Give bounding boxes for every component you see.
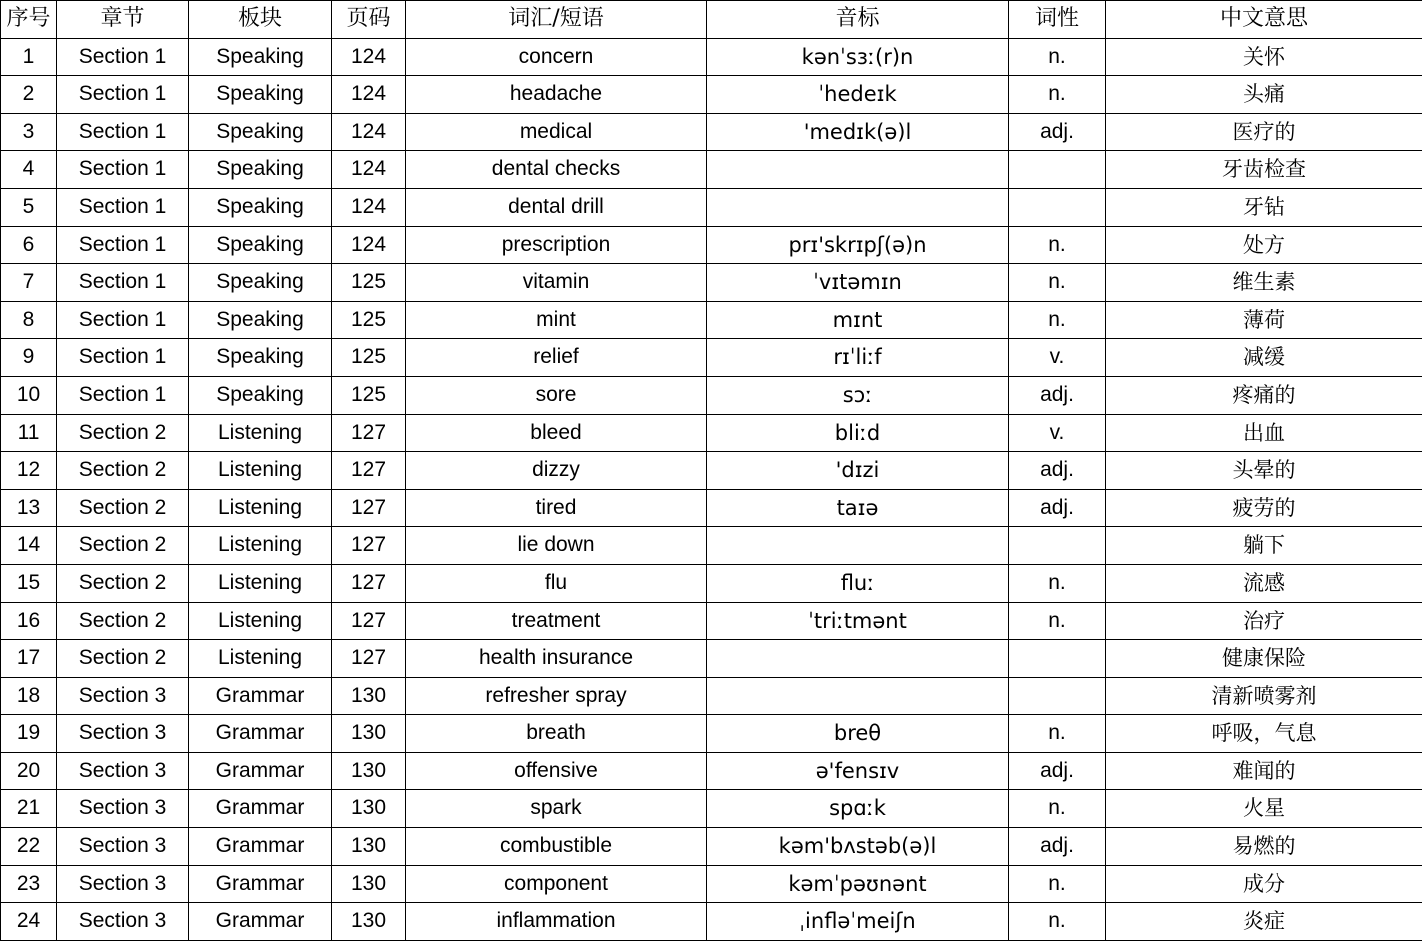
cell-module: Listening — [189, 564, 332, 602]
cell-word: headache — [406, 76, 707, 114]
table-row — [1, 188, 1422, 226]
cell-page: 124 — [332, 151, 406, 189]
cell-word: dental drill — [406, 188, 707, 226]
cell-index: 16 — [1, 602, 57, 640]
table-row — [1, 752, 1422, 790]
cell-section: Section 3 — [57, 903, 189, 941]
cell-meaning: 薄荷 — [1106, 301, 1422, 339]
cell-section: Section 1 — [57, 188, 189, 226]
cell-word: medical — [406, 113, 707, 151]
cell-phonetic: mɪnt — [707, 301, 1009, 339]
cell-pos: n. — [1009, 602, 1106, 640]
cell-phonetic — [707, 640, 1009, 678]
cell-module: Speaking — [189, 188, 332, 226]
cell-module: Speaking — [189, 151, 332, 189]
cell-meaning: 处方 — [1106, 226, 1422, 264]
cell-pos: adj. — [1009, 752, 1106, 790]
cell-module: Listening — [189, 414, 332, 452]
cell-pos: adj. — [1009, 489, 1106, 527]
cell-page: 127 — [332, 489, 406, 527]
cell-module: Speaking — [189, 226, 332, 264]
cell-index: 17 — [1, 640, 57, 678]
cell-phonetic: bliːd — [707, 414, 1009, 452]
table-row — [1, 113, 1422, 151]
table-row — [1, 903, 1422, 941]
cell-word: relief — [406, 339, 707, 377]
cell-index: 24 — [1, 903, 57, 941]
cell-section: Section 2 — [57, 489, 189, 527]
cell-section: Section 1 — [57, 76, 189, 114]
cell-section: Section 1 — [57, 376, 189, 414]
cell-section: Section 2 — [57, 452, 189, 490]
column-header-meaning: 中文意思 — [1106, 1, 1422, 39]
cell-meaning: 火星 — [1106, 790, 1422, 828]
cell-module: Grammar — [189, 752, 332, 790]
table-row — [1, 151, 1422, 189]
cell-meaning: 难闻的 — [1106, 752, 1422, 790]
cell-page: 127 — [332, 527, 406, 565]
cell-page: 130 — [332, 752, 406, 790]
cell-section: Section 3 — [57, 677, 189, 715]
cell-meaning: 牙钻 — [1106, 188, 1422, 226]
cell-section: Section 1 — [57, 113, 189, 151]
cell-meaning: 躺下 — [1106, 527, 1422, 565]
cell-pos: n. — [1009, 264, 1106, 302]
cell-phonetic: sɔː — [707, 376, 1009, 414]
cell-word: combustible — [406, 828, 707, 866]
cell-module: Speaking — [189, 38, 332, 76]
cell-word: bleed — [406, 414, 707, 452]
cell-index: 3 — [1, 113, 57, 151]
column-header-page: 页码 — [332, 1, 406, 39]
table-row — [1, 828, 1422, 866]
cell-phonetic: ə'fensɪv — [707, 752, 1009, 790]
cell-word: tired — [406, 489, 707, 527]
cell-meaning: 成分 — [1106, 865, 1422, 903]
cell-page: 130 — [332, 903, 406, 941]
cell-meaning: 减缓 — [1106, 339, 1422, 377]
cell-pos: adj. — [1009, 828, 1106, 866]
cell-page: 130 — [332, 828, 406, 866]
cell-phonetic — [707, 151, 1009, 189]
cell-phonetic: ˌinfləˈmeiʃn — [707, 903, 1009, 941]
cell-index: 22 — [1, 828, 57, 866]
cell-module: Grammar — [189, 865, 332, 903]
cell-section: Section 2 — [57, 414, 189, 452]
table-row — [1, 677, 1422, 715]
cell-index: 19 — [1, 715, 57, 753]
cell-module: Speaking — [189, 301, 332, 339]
cell-phonetic — [707, 677, 1009, 715]
cell-pos: n. — [1009, 301, 1106, 339]
table-row — [1, 264, 1422, 302]
table-row — [1, 301, 1422, 339]
cell-pos: n. — [1009, 564, 1106, 602]
cell-module: Grammar — [189, 790, 332, 828]
table-row — [1, 76, 1422, 114]
cell-module: Grammar — [189, 677, 332, 715]
cell-pos: n. — [1009, 865, 1106, 903]
cell-module: Listening — [189, 489, 332, 527]
cell-word: refresher spray — [406, 677, 707, 715]
cell-phonetic: 'dɪzi — [707, 452, 1009, 490]
cell-index: 2 — [1, 76, 57, 114]
cell-phonetic: ˈtriːtmənt — [707, 602, 1009, 640]
cell-index: 7 — [1, 264, 57, 302]
cell-pos: v. — [1009, 339, 1106, 377]
cell-module: Speaking — [189, 339, 332, 377]
cell-word: concern — [406, 38, 707, 76]
table-row — [1, 339, 1422, 377]
table-row — [1, 226, 1422, 264]
cell-page: 127 — [332, 414, 406, 452]
table-row — [1, 564, 1422, 602]
cell-phonetic: kəmˈpəʊnənt — [707, 865, 1009, 903]
cell-module: Grammar — [189, 903, 332, 941]
cell-index: 4 — [1, 151, 57, 189]
cell-phonetic: prɪ'skrɪpʃ(ə)n — [707, 226, 1009, 264]
cell-word: breath — [406, 715, 707, 753]
cell-page: 124 — [332, 38, 406, 76]
column-header-word: 词汇/短语 — [406, 1, 707, 39]
cell-pos: n. — [1009, 903, 1106, 941]
cell-index: 1 — [1, 38, 57, 76]
table-row — [1, 452, 1422, 490]
cell-index: 9 — [1, 339, 57, 377]
cell-page: 127 — [332, 602, 406, 640]
cell-section: Section 2 — [57, 527, 189, 565]
cell-phonetic: 'medɪk(ə)l — [707, 113, 1009, 151]
cell-pos: adj. — [1009, 113, 1106, 151]
cell-page: 125 — [332, 264, 406, 302]
cell-phonetic: ˈvɪtəmɪn — [707, 264, 1009, 302]
table-row — [1, 489, 1422, 527]
cell-meaning: 牙齿检查 — [1106, 151, 1422, 189]
column-header-pos: 词性 — [1009, 1, 1106, 39]
cell-meaning: 头晕的 — [1106, 452, 1422, 490]
column-header-phonetic: 音标 — [707, 1, 1009, 39]
cell-word: spark — [406, 790, 707, 828]
cell-page: 124 — [332, 113, 406, 151]
cell-page: 130 — [332, 865, 406, 903]
cell-index: 18 — [1, 677, 57, 715]
cell-module: Listening — [189, 602, 332, 640]
cell-phonetic: kəm'bʌstəb(ə)l — [707, 828, 1009, 866]
cell-meaning: 健康保险 — [1106, 640, 1422, 678]
cell-meaning: 炎症 — [1106, 903, 1422, 941]
cell-pos — [1009, 640, 1106, 678]
cell-index: 20 — [1, 752, 57, 790]
cell-phonetic: breθ — [707, 715, 1009, 753]
cell-page: 124 — [332, 188, 406, 226]
cell-meaning: 疲劳的 — [1106, 489, 1422, 527]
table-row — [1, 414, 1422, 452]
cell-section: Section 1 — [57, 264, 189, 302]
cell-index: 10 — [1, 376, 57, 414]
cell-word: mint — [406, 301, 707, 339]
cell-meaning: 头痛 — [1106, 76, 1422, 114]
cell-word: sore — [406, 376, 707, 414]
cell-meaning: 治疗 — [1106, 602, 1422, 640]
cell-index: 12 — [1, 452, 57, 490]
cell-module: Grammar — [189, 828, 332, 866]
cell-pos: v. — [1009, 414, 1106, 452]
cell-word: treatment — [406, 602, 707, 640]
cell-module: Listening — [189, 452, 332, 490]
cell-pos: n. — [1009, 226, 1106, 264]
cell-phonetic — [707, 188, 1009, 226]
cell-page: 127 — [332, 564, 406, 602]
cell-meaning: 呼吸，气息 — [1106, 715, 1422, 753]
cell-page: 127 — [332, 640, 406, 678]
cell-module: Listening — [189, 527, 332, 565]
cell-meaning: 清新喷雾剂 — [1106, 677, 1422, 715]
cell-meaning: 流感 — [1106, 564, 1422, 602]
cell-pos — [1009, 151, 1106, 189]
cell-word: lie down — [406, 527, 707, 565]
cell-pos — [1009, 677, 1106, 715]
cell-index: 15 — [1, 564, 57, 602]
cell-pos: adj. — [1009, 452, 1106, 490]
cell-page: 127 — [332, 452, 406, 490]
table-row — [1, 38, 1422, 76]
cell-section: Section 3 — [57, 790, 189, 828]
cell-pos: n. — [1009, 38, 1106, 76]
cell-index: 23 — [1, 865, 57, 903]
table-row — [1, 527, 1422, 565]
cell-word: inflammation — [406, 903, 707, 941]
table-row — [1, 640, 1422, 678]
cell-section: Section 2 — [57, 602, 189, 640]
cell-pos: adj. — [1009, 376, 1106, 414]
cell-meaning: 医疗的 — [1106, 113, 1422, 151]
cell-module: Grammar — [189, 715, 332, 753]
cell-meaning: 疼痛的 — [1106, 376, 1422, 414]
cell-pos: n. — [1009, 715, 1106, 753]
cell-word: component — [406, 865, 707, 903]
cell-page: 125 — [332, 376, 406, 414]
column-header-index: 序号 — [1, 1, 57, 39]
table-row — [1, 865, 1422, 903]
cell-page: 124 — [332, 76, 406, 114]
cell-phonetic: rɪˈliːf — [707, 339, 1009, 377]
cell-section: Section 3 — [57, 752, 189, 790]
cell-section: Section 3 — [57, 715, 189, 753]
cell-pos — [1009, 527, 1106, 565]
cell-pos — [1009, 188, 1106, 226]
cell-phonetic: kənˈsɜː(r)n — [707, 38, 1009, 76]
cell-section: Section 1 — [57, 339, 189, 377]
cell-word: dental checks — [406, 151, 707, 189]
cell-module: Speaking — [189, 76, 332, 114]
cell-module: Speaking — [189, 376, 332, 414]
cell-page: 130 — [332, 677, 406, 715]
cell-page: 125 — [332, 339, 406, 377]
cell-meaning: 易燃的 — [1106, 828, 1422, 866]
cell-phonetic: fluː — [707, 564, 1009, 602]
cell-word: prescription — [406, 226, 707, 264]
cell-phonetic: ˈhedeɪk — [707, 76, 1009, 114]
table-row — [1, 376, 1422, 414]
cell-section: Section 1 — [57, 301, 189, 339]
cell-page: 125 — [332, 301, 406, 339]
table-row — [1, 790, 1422, 828]
cell-index: 8 — [1, 301, 57, 339]
cell-meaning: 维生素 — [1106, 264, 1422, 302]
cell-section: Section 2 — [57, 564, 189, 602]
cell-index: 5 — [1, 188, 57, 226]
cell-section: Section 3 — [57, 865, 189, 903]
cell-index: 11 — [1, 414, 57, 452]
cell-phonetic: taɪə — [707, 489, 1009, 527]
cell-pos: n. — [1009, 790, 1106, 828]
column-header-module: 板块 — [189, 1, 332, 39]
cell-section: Section 1 — [57, 226, 189, 264]
cell-word: offensive — [406, 752, 707, 790]
column-header-section: 章节 — [57, 1, 189, 39]
cell-module: Speaking — [189, 113, 332, 151]
cell-meaning: 关怀 — [1106, 38, 1422, 76]
cell-section: Section 3 — [57, 828, 189, 866]
cell-pos: n. — [1009, 76, 1106, 114]
cell-section: Section 1 — [57, 151, 189, 189]
cell-meaning: 出血 — [1106, 414, 1422, 452]
cell-word: vitamin — [406, 264, 707, 302]
cell-index: 13 — [1, 489, 57, 527]
table-row — [1, 602, 1422, 640]
cell-index: 6 — [1, 226, 57, 264]
cell-page: 130 — [332, 790, 406, 828]
cell-word: health insurance — [406, 640, 707, 678]
cell-phonetic — [707, 527, 1009, 565]
cell-module: Listening — [189, 640, 332, 678]
table-row — [1, 715, 1422, 753]
cell-index: 14 — [1, 527, 57, 565]
cell-index: 21 — [1, 790, 57, 828]
cell-module: Speaking — [189, 264, 332, 302]
cell-section: Section 1 — [57, 38, 189, 76]
cell-phonetic: spɑːk — [707, 790, 1009, 828]
cell-word: flu — [406, 564, 707, 602]
cell-page: 124 — [332, 226, 406, 264]
cell-section: Section 2 — [57, 640, 189, 678]
table-header-row — [1, 1, 1422, 39]
cell-page: 130 — [332, 715, 406, 753]
cell-word: dizzy — [406, 452, 707, 490]
